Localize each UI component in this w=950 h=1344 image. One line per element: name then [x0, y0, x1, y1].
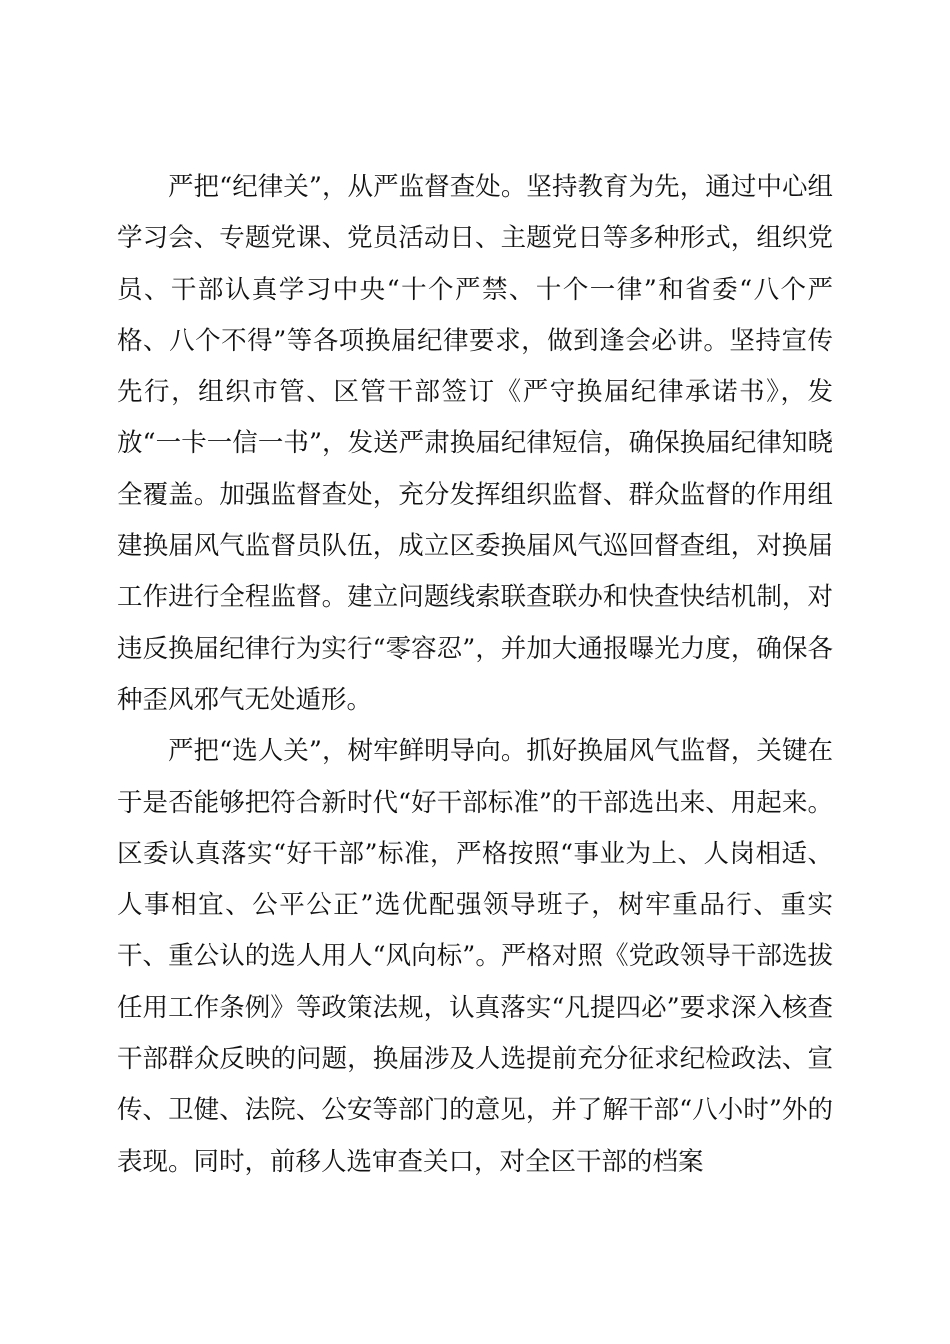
- paragraph-discipline: 严把“纪律关”，从严监督查处。坚持教育为先，通过中心组学习会、专题党课、党员活动日、主题党日等多种形式，组织党员、干部认真学习中央“十个严禁、十个一律”和省委“八个严格、八个不得”等各项换届纪律要求，做到逢会必讲。坚持宣传先行，组织市管、区管干部签订《严守换届纪律承诺书》，发放“一卡一信一书”，发送严肃换届纪律短信，确保换届纪律知晓全覆盖。加强监督查处，充分发挥组织监督、群众监督的作用组建换届风气监督员队伍，成立区委换届风气巡回督查组，对换届工作进行全程监督。建立问题线索联查联办和快查快结机制，对违反换届纪律行为实行“零容忍”，并加大通报曝光力度，确保各种歪风邪气无处遁形。: [117, 172, 833, 715]
- body-text: [117, 162, 833, 1188]
- paragraph-selection: 严把“选人关”，树牢鲜明导向。抓好换届风气监督，关键在于是否能够把符合新时代“好干部标准”的干部选出来、用起来。区委认真落实“好干部”标准，严格按照“事业为上、人岗相适、人事相宜、公平公正”选优配强领导班子，树牢重品行、重实干、重公认的选人用人“风向标”。严格对照《党政领导干部选拔任用工作条例》等政策法规，认真落实“凡提四必”要求深入核查干部群众反映的问题，换届涉及人选提前充分征求纪检政法、宣传、卫健、法院、公安等部门的意见，并了解干部“八小时”外的表现。同时，前移人选审查关口，对全区干部的档案: [117, 736, 833, 1177]
